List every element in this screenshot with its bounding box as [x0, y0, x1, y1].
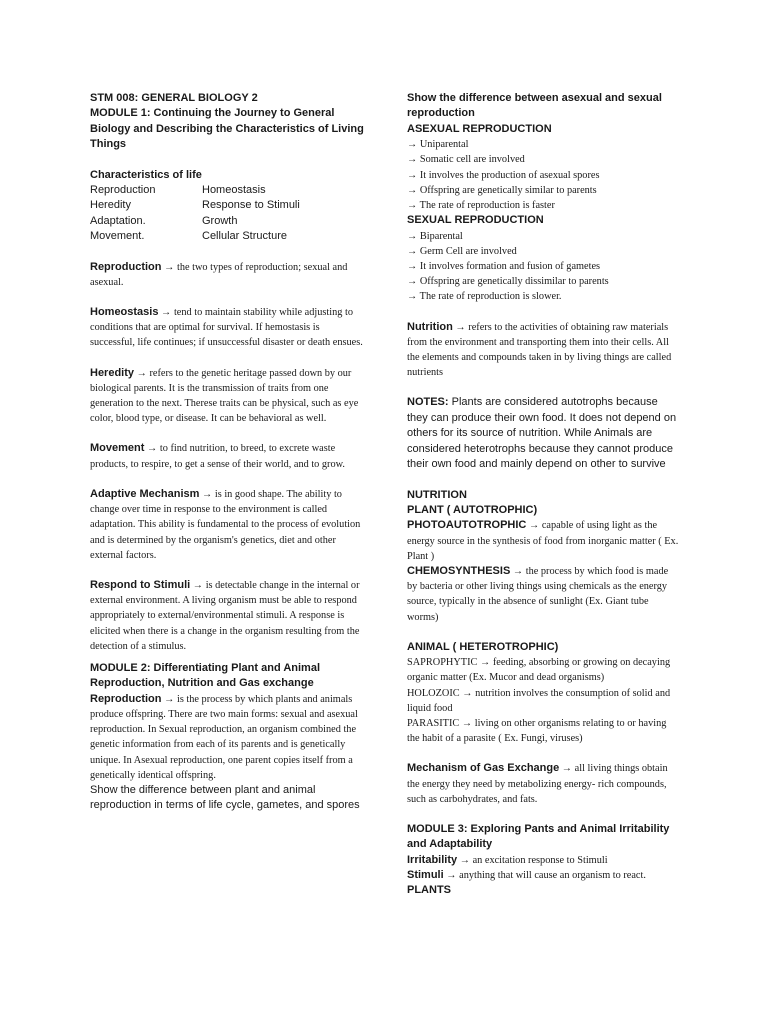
- characteristics-row: Adaptation. Growth: [90, 214, 238, 227]
- module3-title: MODULE 3: Exploring Pants and Animal Irritability and Adaptability: [407, 822, 670, 851]
- saprophytic-definition: SAPROPHYTIC → feeding, absorbing or growing on decaying organic matter (Ex. Mucor and dead organisms): [407, 657, 671, 684]
- plants-heading: PLANTS: [407, 884, 451, 897]
- module2-title: MODULE 2: Differentiating Plant and Animal Reproduction, Nutrition and Gas exchange: [90, 661, 320, 690]
- chemosynthesis-definition: CHEMOSYNTHESIS → the process by which food is made by bacteria or other living things using chemicals as the energy source, typically in the absence of sunlight (Ex. Giant tube worms): [407, 564, 669, 623]
- list-item: → It involves formation and fusion of gametes: [407, 261, 601, 273]
- list-item: → The rate of reproduction is slower.: [407, 291, 562, 303]
- list-item: → The rate of reproduction is faster: [407, 200, 555, 212]
- homeostasis-definition: Homeostasis → tend to maintain stability while adjusting to conditions that are optimal for survival. If hemostasis is successful, life continues; if unsuccessful disaster or death ensues.: [90, 306, 363, 349]
- characteristics-row: Reproduction Homeostasis: [90, 184, 266, 197]
- list-item: → Somatic cell are involved: [407, 154, 525, 166]
- photoautotrophic-definition: PHOTOAUTOTROPHIC → capable of using light as the energy source in the synthesis of food from inorganic matter ( Ex. Plant ): [407, 519, 679, 562]
- list-item: → Biparental: [407, 230, 463, 242]
- characteristics-row: Heredity Response to Stimuli: [90, 199, 300, 212]
- nutrition-definition: Nutrition → refers to the activities of obtaining raw materials from the environment and transporting them into their cells. All the elements and compounds taken in by living things are called nutrients: [407, 320, 672, 379]
- holozoic-definition: HOLOZOIC → nutrition involves the consumption of solid and liquid food: [407, 687, 671, 714]
- respond-stimuli-definition: Respond to Stimuli → is detectable change in the internal or external environment. A living organism must be able to respond appropriately to external/environmental stimuli. A response is elicited when there is a change in the organism resulting from the detection of a stimulus.: [90, 578, 360, 652]
- list-item: → Offspring are genetically dissimilar to parents: [407, 276, 609, 288]
- movement-definition: Movement → to find nutrition, to breed, to excrete waste products, to respire, to get a sense of their world, and to grow.: [90, 442, 345, 470]
- sexual-list: [407, 229, 679, 305]
- reproduction-definition: Reproduction → the two types of reproduction; sexual and asexual.: [90, 260, 348, 288]
- characteristics-row: Movement. Cellular Structure: [90, 230, 287, 243]
- asexual-sexual-prompt: Show the difference between asexual and sexual reproduction: [407, 92, 662, 120]
- asexual-list: [407, 137, 679, 213]
- adaptive-mechanism-definition: Adaptive Mechanism → is in good shape. The ability to change over time in response to the environment is called adaptation. This ability is fundamental to the process of evolution and is determined by the organism's genetics, diet and other external factors.: [90, 487, 361, 561]
- list-item: → Offspring are genetically similar to parents: [407, 184, 597, 196]
- list-item: → Germ Cell are involved: [407, 245, 517, 257]
- sexual-heading: SEXUAL REPRODUCTION: [407, 214, 544, 227]
- plant-animal-difference-prompt: Show the difference between plant and animal reproduction in terms of life cycle, gametes, and spores: [90, 783, 360, 812]
- plant-autotrophic-heading: PLANT ( AUTOTROPHIC): [407, 503, 538, 516]
- reproduction-process-definition: Reproduction → is the process by which plants and animals produce offspring. There are two main forms: sexual and asexual reproduction. In Sexual reproduction, an organism combined the genetic information from each of its parents and is genetically unique. In Asexual reproduction, one parent copies itself from a genetically identical offspring.: [90, 692, 358, 781]
- asexual-heading: ASEXUAL REPRODUCTION: [407, 122, 552, 135]
- left-column: [90, 91, 365, 814]
- list-item: → It involves the production of asexual spores: [407, 169, 600, 181]
- irritability-definition: Irritability → an excitation response to Stimuli: [407, 853, 608, 866]
- parasitic-definition: PARASITIC → living on other organisms relating to or having the habit of a parasite ( Ex. Fungi, viruses): [407, 717, 667, 745]
- heredity-definition: Heredity → refers to the genetic heritage passed down by our biological parents. It is the transmission of traits from one generation to the next. Therese traits can be physical, such as eye color, blood type, or disease. It can be behavioral as well.: [90, 366, 359, 425]
- stimuli-definition: Stimuli → anything that will cause an organism to react.: [407, 868, 646, 881]
- module1-title: MODULE 1: Continuing the Journey to General Biology and Describing the Characteristics of Living Things: [90, 107, 364, 151]
- notes-paragraph: NOTES: Plants are considered autotrophs because they can produce their own food. It does not depend on others for its source of nutrition. While Animals are considered heterotrophs because they cannot produce their own food and mainly depend on other to survive: [407, 396, 677, 471]
- characteristics-heading: Characteristics of life: [90, 168, 202, 181]
- gas-exchange-definition: Mechanism of Gas Exchange → all living things obtain the energy they need by metabolizing energy- rich compounds, such as carbohydrates, and fats.: [407, 762, 668, 805]
- animal-heterotrophic-heading: ANIMAL ( HETEROTROPHIC): [407, 640, 559, 653]
- document-title: STM 008: GENERAL BIOLOGY 2: [90, 92, 258, 104]
- nutrition-heading: NUTRITION: [407, 488, 467, 501]
- right-column: [407, 91, 679, 899]
- list-item: → Uniparental: [407, 139, 469, 151]
